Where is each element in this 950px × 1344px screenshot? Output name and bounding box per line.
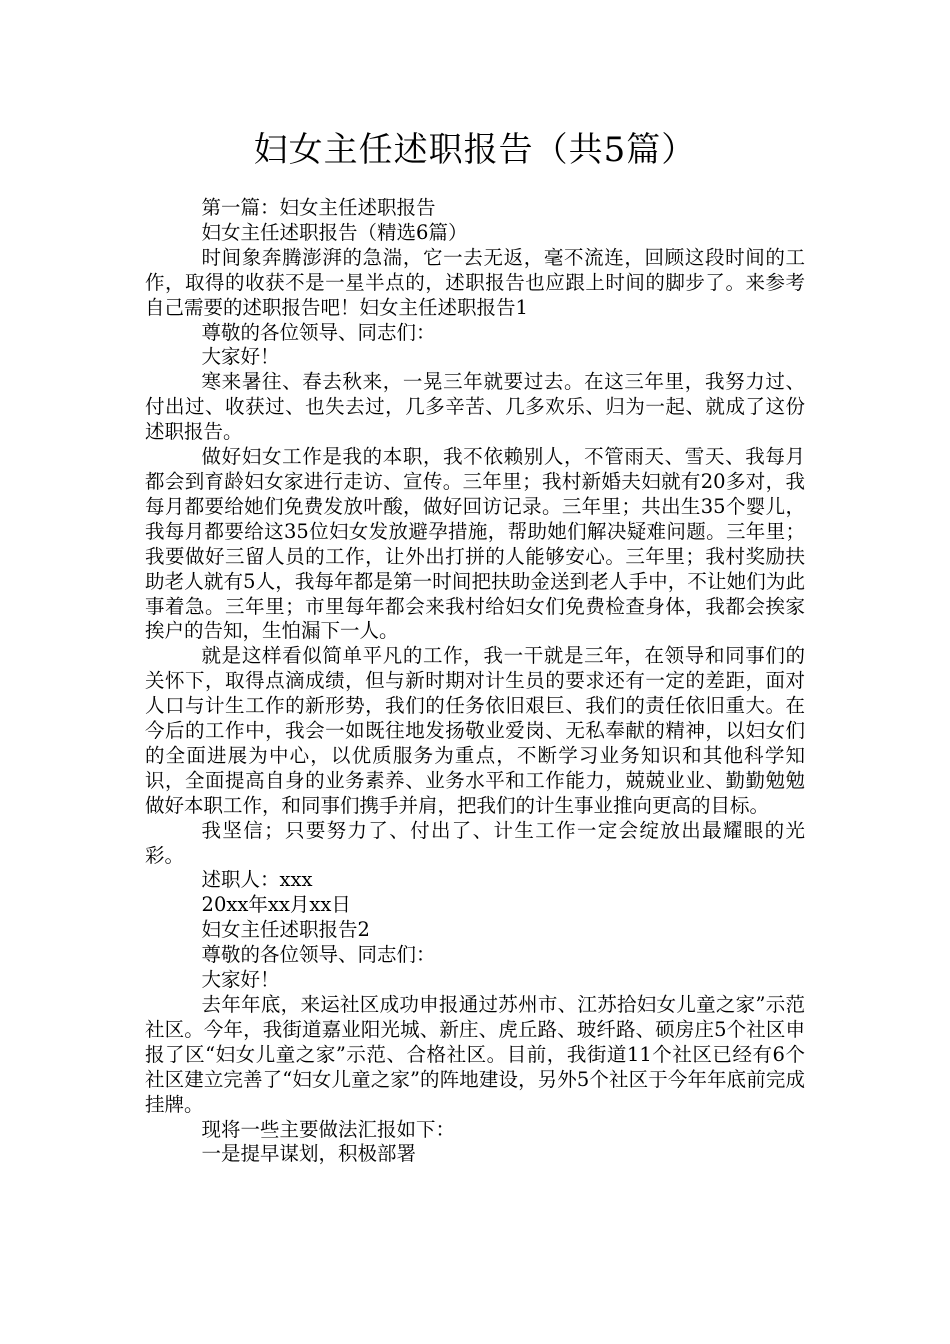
paragraph: 就是这样看似简单平凡的工作，我一干就是三年，在领导和同事们的关怀下，取得点滴成绩，但与新时期对计生员的要求还有一定的差距，面对人口与计生工作的新形势，我们的任务依旧艰巨、我们的责任依旧重大。在今后的工作中，我会一如既往地发扬敬业爱岗、无私奉献的精神，以妇女们的全面进展为中心，以优质服务为重点，不断学习业务知识和其他科学知识，全面提高自身的业务素养、业务水平和工作能力，兢兢业业、勤勤勉勉做好本职工作，和同事们携手并肩，把我们的计生事业推向更高的目标。 (145, 644, 805, 817)
paragraph: 妇女主任述职报告2 (201, 918, 370, 942)
paragraph: 做好妇女工作是我的本职，我不依赖别人，不管雨天、雪天、我每月都会到育龄妇女家进行走访、宣传。三年里；我村新婚夫妇就有20多对，我每月都要给她们免费发放叶酸，做好回访记录。三年里；共出生35个婴儿，我每月都要给这35位妇女发放避孕措施，帮助她们解决疑难问题。三年里；我要做好三留人员的工作，让外出打拼的人能够安心。三年里；我村奖励扶助老人就有5人，我每年都是第一时间把扶助金送到老人手中，不让她们为此事着急。三年里；市里每年都会来我村给妇女们免费检查身体，我都会挨家挨户的告知，生怕漏下一人。 (145, 445, 805, 643)
paragraph: 20xx年xx月xx日 (201, 893, 351, 917)
paragraph: 尊敬的各位领导、同志们： (201, 320, 436, 344)
paragraph: 妇女主任述职报告（精选6篇） (201, 220, 468, 244)
paragraph: 时间象奔腾澎湃的急湍，它一去无返，毫不流连，回顾这段时间的工作，取得的收获不是一星半点的，述职报告也应跟上时间的脚步了。来参考自己需要的述职报告吧！妇女主任述职报告1 (145, 245, 805, 319)
paragraph: 尊敬的各位领导、同志们： (201, 943, 436, 967)
document-title: 妇女主任述职报告（共5篇） (253, 130, 697, 170)
paragraph: 大家好！ (201, 345, 280, 369)
paragraph: 现将一些主要做法汇报如下： (201, 1117, 456, 1141)
paragraph: 我坚信；只要努力了、付出了、计生工作一定会绽放出最耀眼的光彩。 (145, 818, 805, 867)
paragraph: 述职人：xxx (201, 868, 313, 892)
document-body (145, 196, 805, 1167)
paragraph: 去年年底，来运社区成功申报通过苏州市、江苏拾妇女儿童之家”示范社区。今年，我街道嘉业阳光城、新庄、虎丘路、玻纤路、硕房庄5个社区申报了区“妇女儿童之家”示范、合格社区。目前，我街道11个社区已经有6个社区建立完善了“妇女儿童之家”的阵地建设，另外5个社区于今年年底前完成挂牌。 (145, 993, 805, 1116)
paragraph: 寒来暑往、春去秋来，一晃三年就要过去。在这三年里，我努力过、付出过、收获过、也失去过，几多辛苦、几多欢乐、归为一起、就成了这份述职报告。 (145, 370, 805, 444)
paragraph: 大家好！ (201, 968, 280, 992)
paragraph: 一是提早谋划，积极部署 (201, 1142, 417, 1166)
paragraph: 第一篇：妇女主任述职报告 (201, 196, 436, 219)
